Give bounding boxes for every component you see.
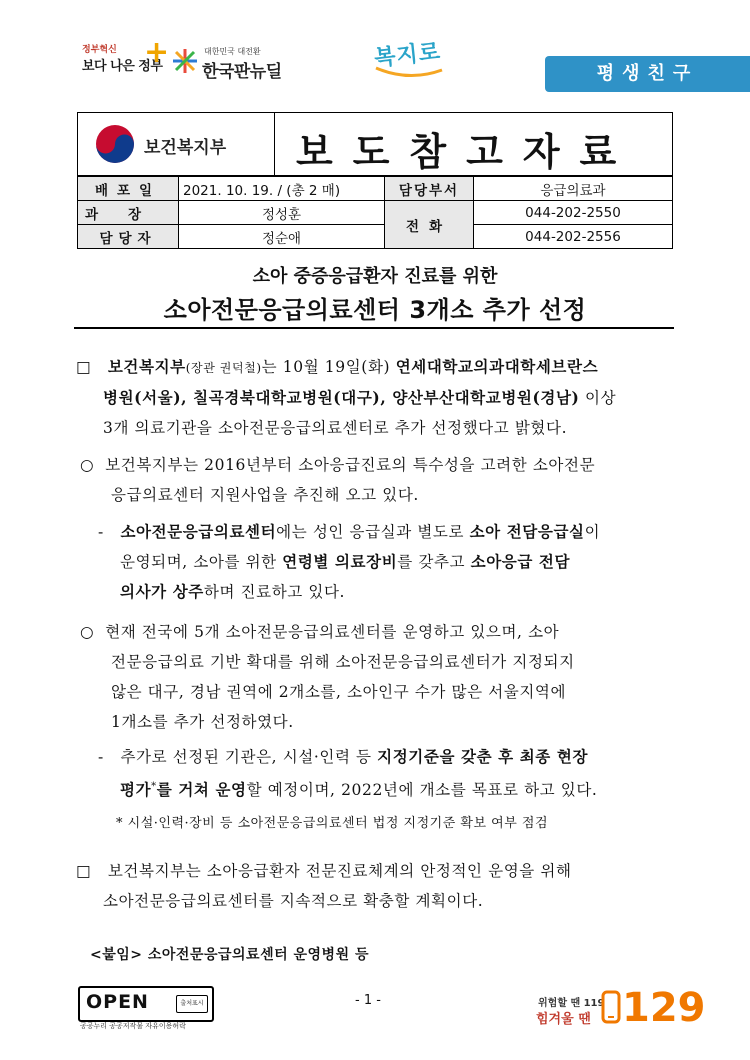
p3-text-a: 소아전문응급의료센터 [120, 522, 277, 541]
korean-new-deal-bottom-text: 한국판뉴딜 [202, 62, 282, 82]
paragraph-2-line-1 [80, 450, 680, 480]
p3-text-b: 에는 성인 응급실과 별도로 [276, 523, 470, 541]
p3-text-j: 하며 진료하고 있다. [203, 583, 346, 601]
gov-innovation-bottom-text: 보다 나은 정부 [82, 59, 163, 74]
attachment-note: <붙임> 소아전문응급의료센터 운영병원 등 [90, 947, 369, 963]
headline-title: 소아전문응급의료센터 3개소 추가 선정 [163, 296, 587, 324]
paragraph-2 [80, 450, 680, 510]
p1-text-c: 는 10월 19일(화) [261, 358, 396, 376]
paragraph-3-line-3 [98, 577, 682, 607]
paragraph-6 [76, 856, 686, 916]
table-row [78, 201, 673, 225]
p6-text-a: 보건복지부는 소아응급환자 전문진료체계의 안정적인 운영을 위해 [107, 862, 572, 880]
phone-icon [600, 990, 622, 1024]
p3-text-g: 를 갖추고 [397, 553, 471, 571]
p3-text-e: 운영되며, 소아를 위한 [120, 553, 283, 571]
p5-text-c: 평가 [120, 780, 152, 800]
director-label: 과장 [78, 201, 179, 225]
release-date-value: 2021. 10. 19. / (총 2 매) [179, 177, 385, 201]
page-number: - 1 - [355, 993, 381, 1008]
headline-subtitle: 소아 중증응급환자 진료를 위한 [252, 266, 498, 287]
paragraph-5-line-1 [98, 742, 682, 772]
p3-text-d: 이 [584, 523, 601, 541]
paragraph-1-line-3: 3개 의료기관을 소아전문응급의료센터로 추가 선정했다고 밝혔다. [103, 419, 568, 437]
p5-text-f: 할 예정이며, 2022년에 개소를 목표로 하고 있다. [246, 781, 598, 800]
p1-text-f: 이상 [579, 389, 617, 407]
hospital-list: 병원(서울), 칠곡경북대학교병원(대구), 양산부산대학교병원(경남) [103, 388, 580, 407]
square-bullet: □ [76, 358, 92, 376]
lifelong-friend-badge: 평생친구 [545, 56, 750, 92]
paragraph-1 [76, 352, 686, 443]
p3-text-c: 소아 전담응급실 [469, 522, 585, 541]
open-license-subtext: 공공누리 공공저작물 자유이용허락 [80, 1022, 186, 1030]
dept-label: 담당부서 [385, 177, 474, 201]
p3-text-f: 연령별 의료장비 [282, 552, 398, 571]
footnote: * 시설·인력·장비 등 소아전문응급의료센터 법정 지정기준 확보 여부 점검 [116, 816, 549, 831]
paragraph-5-line-2 [98, 772, 682, 805]
korean-new-deal-logo [172, 44, 302, 80]
open-label: OPEN [86, 991, 149, 1013]
paragraph-4-line-4: 1개소를 추가 선정하였다. [111, 713, 294, 731]
paragraph-3-line-2 [98, 547, 682, 577]
ministry-name: 보건복지부 [144, 138, 227, 158]
circle-bullet: ○ [80, 456, 95, 474]
paragraph-4-line-2: 전문응급의료 기반 확대를 위해 소아전문응급의료센터가 지정되지 [111, 653, 575, 671]
p2-text-a: 보건복지부는 2016년부터 소아응급진료의 특수성을 고려한 소아전문 [105, 456, 596, 474]
dash-bullet: - [98, 748, 104, 766]
paragraph-3-line-1 [98, 517, 682, 547]
phone-value-2: 044-202-2556 [474, 225, 673, 249]
paragraph-4-line-1 [80, 617, 680, 647]
gov-innovation-top-text: 정부혁신 [82, 45, 117, 55]
table-row [78, 225, 673, 249]
asterisk-icon [172, 48, 198, 74]
attribution-tag: 출처표시 [176, 995, 208, 1013]
korean-new-deal-top-text: 대한민국 대전환 [204, 47, 261, 56]
paragraph-2-line-2: 응급의료센터 지원사업을 추진해 오고 있다. [111, 486, 419, 504]
phone-value-1: 044-202-2550 [474, 201, 673, 225]
paragraph-6-line-2: 소아전문응급의료센터를 지속적으로 확충할 계획이다. [103, 892, 484, 910]
paragraph-1-line-1 [76, 352, 686, 383]
press-header-box [77, 112, 673, 176]
plus-icon: + [144, 35, 170, 70]
hotline-number: 129 [622, 985, 706, 1031]
paragraph-1-line-2 [76, 383, 686, 413]
open-license-badge [78, 986, 214, 1022]
phone-label: 전화 [385, 201, 474, 249]
paragraph-6-line-1 [76, 856, 686, 886]
square-bullet: □ [76, 862, 92, 880]
gov-innovation-logo [82, 35, 172, 82]
paragraph-5 [98, 742, 682, 805]
bokji-ro-logo: 복지로 [373, 39, 443, 72]
p4-text-a: 현재 전국에 5개 소아전문응급의료센터를 운영하고 있으며, 소아 [105, 623, 560, 641]
press-title: 보도참고자료 [296, 130, 637, 174]
p5-text-b: 지정기준을 갖춘 후 최종 현장 [377, 747, 589, 766]
p5-text-e: 를 거쳐 운영 [156, 780, 247, 800]
hotline-top-text: 위험할 땐 119 [538, 998, 605, 1009]
dash-bullet: - [98, 523, 104, 541]
minister-text: (장관 권덕철) [185, 361, 262, 375]
smile-swoosh-icon [374, 66, 444, 80]
footnote-marker: * [151, 781, 157, 792]
p3-text-i: 의사가 상주 [120, 582, 204, 601]
hospital-severance: 연세대학교의과대학세브란스 [395, 357, 599, 376]
director-value: 정성훈 [179, 201, 385, 225]
taegeuk-emblem-icon [94, 123, 136, 165]
dept-value: 응급의료과 [474, 177, 673, 201]
press-info-table [77, 176, 673, 249]
table-row [78, 177, 673, 201]
p3-text-h: 소아응급 전담 [470, 552, 571, 571]
staff-label: 담당자 [78, 225, 179, 249]
release-date-label: 배포일 [78, 177, 179, 201]
headline-divider [74, 327, 674, 329]
hotline-bottom-text: 힘겨울 땐 [536, 1012, 591, 1027]
paragraph-3 [98, 517, 682, 607]
p5-text-a: 추가로 선정된 기관은, 시설·인력 등 [120, 748, 378, 766]
circle-bullet: ○ [80, 623, 95, 641]
paragraph-4-line-3: 않은 대구, 경남 권역에 2개소를, 소아인구 수가 많은 서울지역에 [111, 683, 567, 701]
ministry-logo-cell [78, 113, 275, 175]
staff-value: 정순애 [179, 225, 385, 249]
ministry-text: 보건복지부 [107, 357, 186, 376]
paragraph-4 [80, 617, 680, 737]
